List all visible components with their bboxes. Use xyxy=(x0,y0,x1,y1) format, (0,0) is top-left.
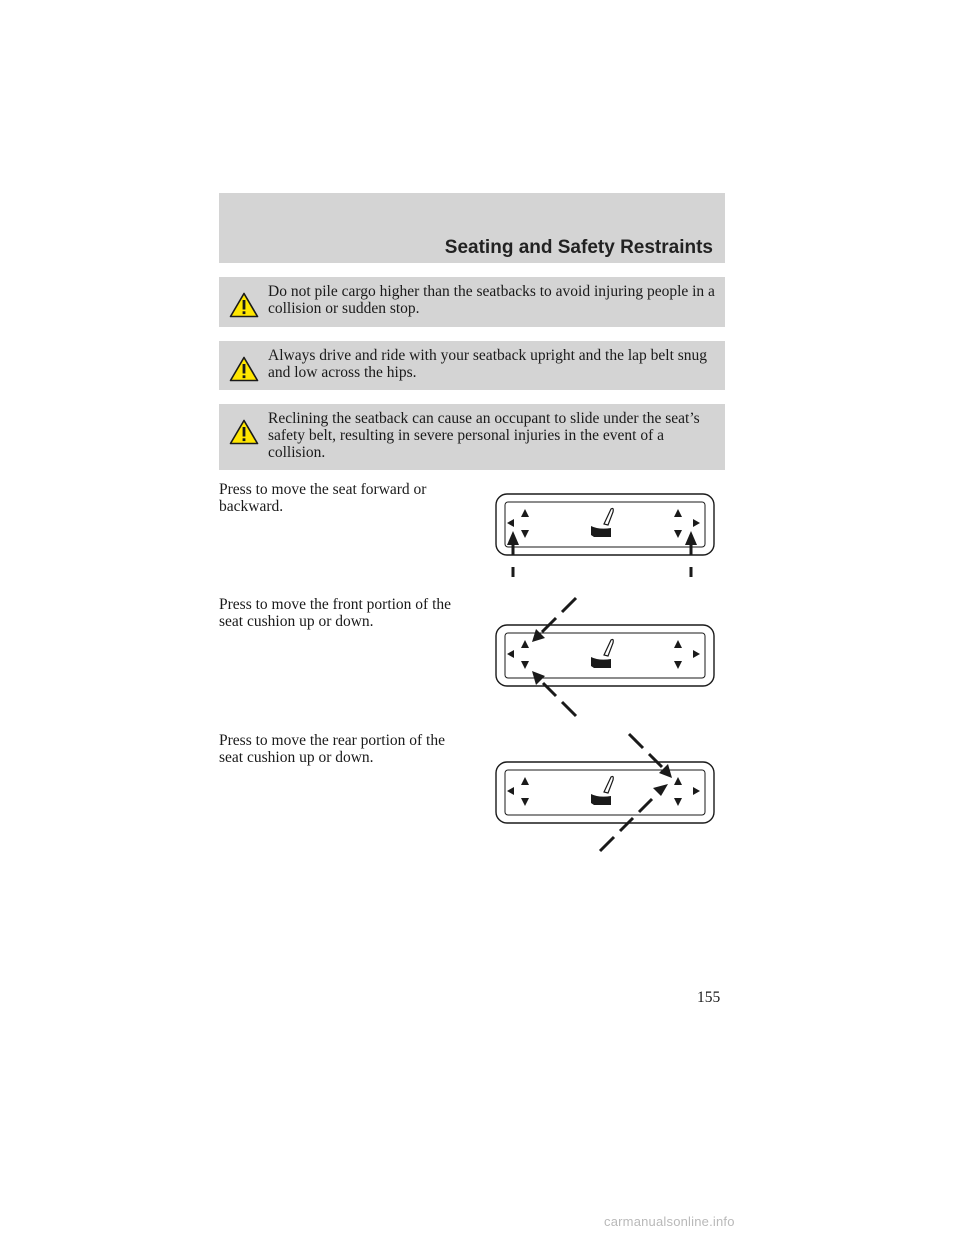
page-number: 155 xyxy=(697,989,721,1006)
seat-control-panel-rear-cushion xyxy=(492,732,718,854)
warning-box xyxy=(219,341,725,390)
instruction-front-cushion: Press to move the front portion of the seat cushion up or down. xyxy=(219,596,452,630)
seat-control-panel-forward-backward xyxy=(492,493,718,583)
warning-triangle-icon xyxy=(229,292,259,318)
seat-control-panel-front-cushion xyxy=(492,596,718,718)
warning-box xyxy=(219,277,725,327)
section-header xyxy=(219,193,725,263)
instruction-forward-backward: Press to move the seat forward or backward. xyxy=(219,481,427,515)
instruction-rear-cushion: Press to move the rear portion of the seat cushion up or down. xyxy=(219,732,445,766)
warning-text: Do not pile cargo higher than the seatbacks to avoid injuring people in a collision or sudden stop. xyxy=(268,283,715,317)
warning-triangle-icon xyxy=(229,356,259,382)
warning-triangle-icon xyxy=(229,419,259,445)
page-title: Seating and Safety Restraints xyxy=(444,237,713,258)
warning-box xyxy=(219,404,725,470)
footer-watermark: carmanualsonline.info xyxy=(604,1214,735,1229)
warning-text: Reclining the seatback can cause an occupant to slide under the seat’s safety belt, resulting in severe personal injuries in the event of a collision. xyxy=(268,410,700,461)
warning-text: Always drive and ride with your seatback upright and the lap belt snug and low across the hips. xyxy=(268,347,708,381)
